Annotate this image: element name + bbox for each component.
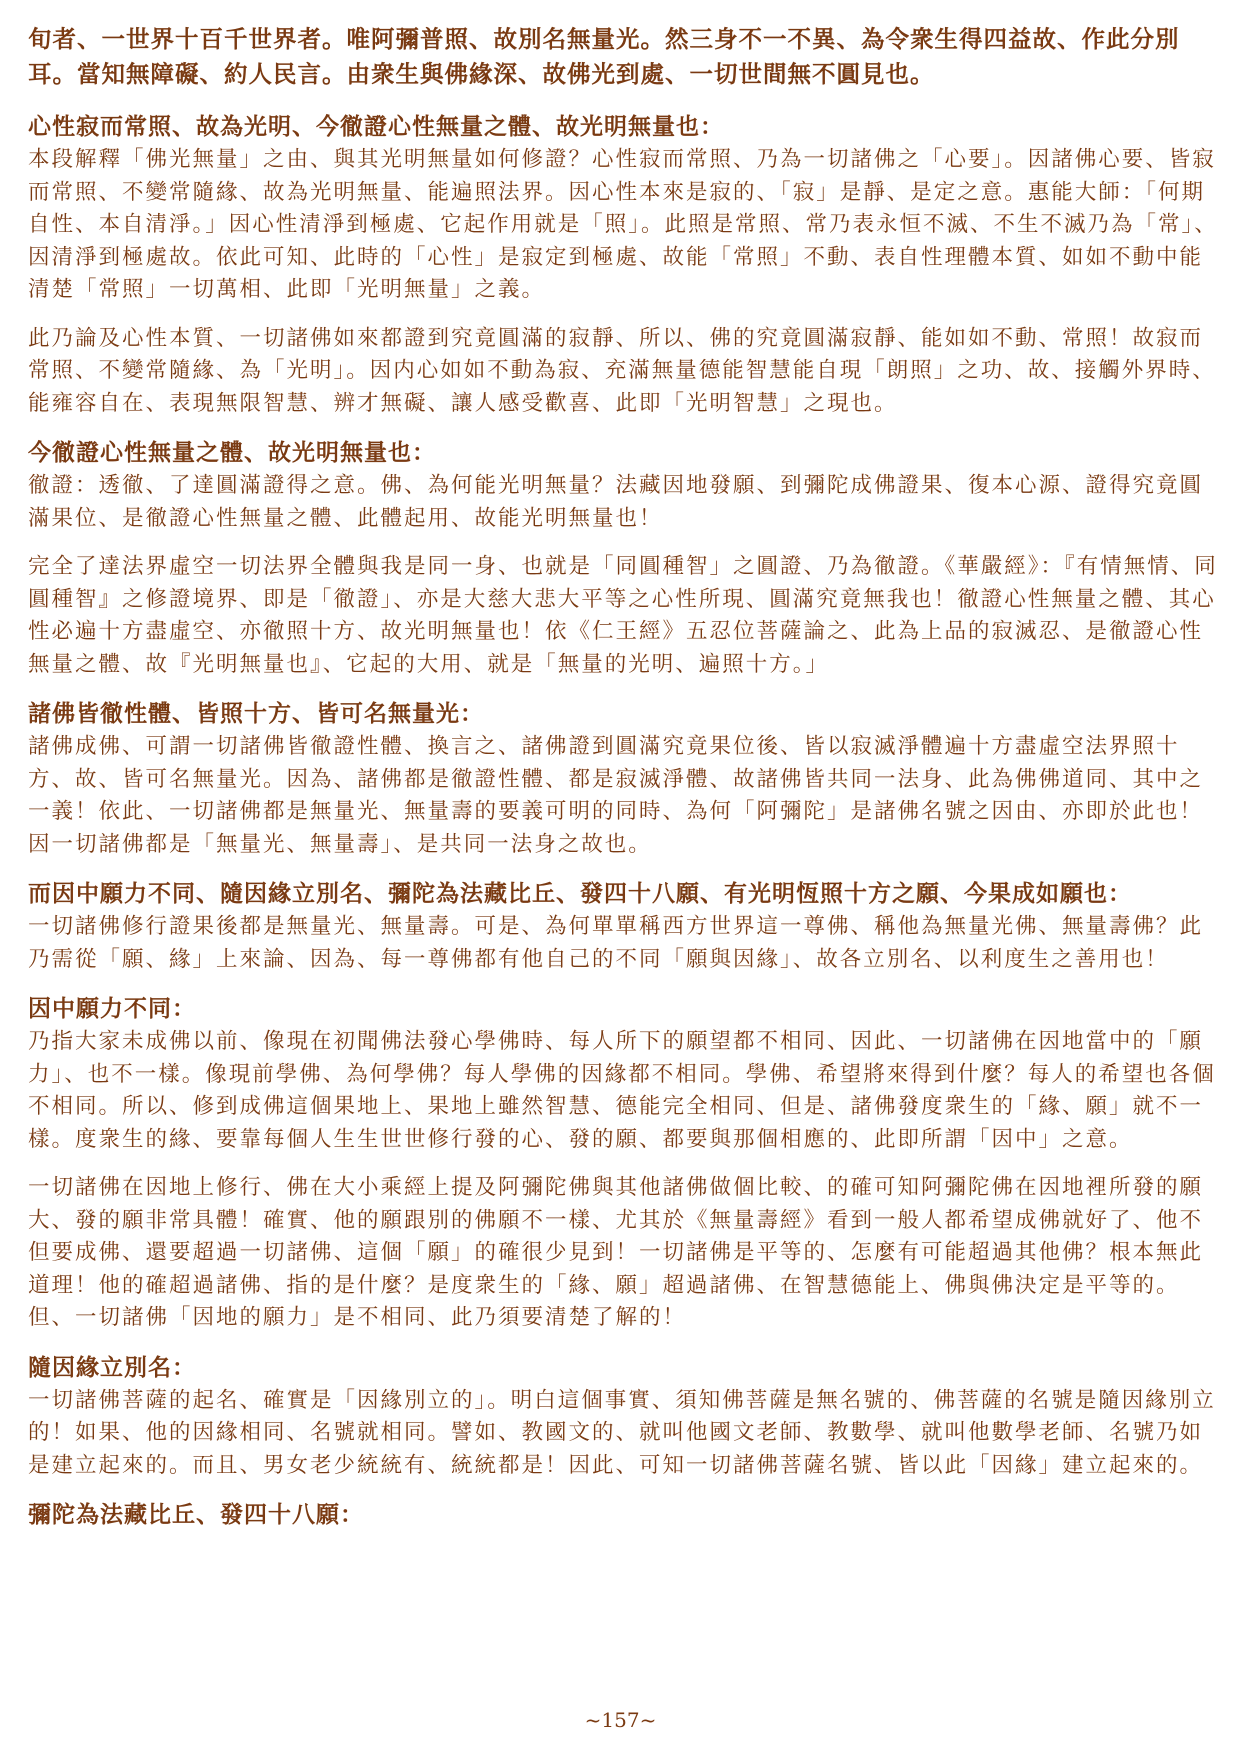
body-paragraph: 一切諸佛菩薩的起名、確實是「因緣別立的」。明白這個事實、須知佛菩薩是無名號的、佛菩薩的名號是隨因緣別立的！如果、他的因緣相同、名號就相同。譬如、教國文的、就叫他國文老師、教數學、就叫他數學老師、名號乃如是建立起來的。而且、男女老少統統有、統統都是！因此、可知一切諸佛菩薩名號、皆以此「因緣」建立起來的。 xyxy=(28,1387,1216,1478)
body-paragraph: 此乃論及心性本質、一切諸佛如來都證到究竟圓滿的寂靜、所以、佛的究竟圓滿寂靜、能如如不動、常照！故寂而常照、不變常隨緣、為「光明」。因内心如如不動為寂、充滿無量德能智慧能自現「朗照」之功、故、接觸外界時、能雍容自在、表現無限智慧、辨才無礙、讓人感受歡喜、此即「光明智慧」之現也。 xyxy=(28,325,1216,416)
section-heading: 今徹證心性無量之體、故光明無量也： xyxy=(28,439,436,466)
section-4 xyxy=(28,877,1220,976)
body-paragraph: 諸佛成佛、可謂一切諸佛皆徹證性體、換言之、諸佛證到圓滿究竟果位後、皆以寂滅淨體遍十方盡虛空法界照十方、故、皆可名無量光。因為、諸佛都是徹證性體、都是寂滅淨體、故諸佛皆共同一法身、此為佛佛道同、其中之一義！依此、一切諸佛都是無量光、無量壽的要義可明的同時、為何「阿彌陀」是諸佛名號之因由、亦即於此也！因一切諸佛都是「無量光、無量壽」、是共同一法身之故也。 xyxy=(28,734,1204,857)
section-1 xyxy=(28,110,1220,420)
body-paragraph: 一切諸佛修行證果後都是無量光、無量壽。可是、為何單單稱西方世界這一尊佛、稱他為無量光佛、無量壽佛？此乃需從「願、緣」上來論、因為、每一尊佛都有他自己的不同「願與因緣」、故各立別名、以利度生之善用也！ xyxy=(28,914,1204,972)
section-heading: 彌陀為法藏比丘、發四十八願： xyxy=(28,1501,364,1528)
section-6 xyxy=(28,1351,1220,1483)
body-paragraph: 一切諸佛在因地上修行、佛在大小乘經上提及阿彌陀佛與其他諸佛做個比較、的確可知阿彌陀佛在因地裡所發的願大、發的願非常具體！確實、他的願跟別的佛願不一樣、尤其於《無量壽經》看到一般人都希望成佛就好了、他不但要成佛、還要超過一切諸佛、這個「願」的確很少見到！一切諸佛是平等的、怎麼有可能超過其他佛？根本無此道理！他的確超過諸佛、指的是什麼？是度衆生的「緣、願」超過諸佛、在智慧德能上、佛與佛決定是平等的。但、一切諸佛「因地的願力」是不相同、此乃須要清楚了解的！ xyxy=(28,1175,1204,1330)
page-number: ~157~ xyxy=(584,1708,657,1732)
section-heading: 而因中願力不同、隨因緣立別名、彌陀為法藏比丘、發四十八願、有光明恆照十方之願、今果成如願也： xyxy=(28,880,1132,907)
section-7 xyxy=(28,1498,1220,1532)
section-2 xyxy=(28,436,1220,681)
section-heading: 隨因緣立別名： xyxy=(28,1353,196,1381)
body-paragraph: 乃指大家未成佛以前、像現在初聞佛法發心學佛時、每人所下的願望都不相同、因此、一切諸佛在因地當中的「願力」、也不一樣。像現前學佛、為何學佛？每人學佛的因緣都不相同。學佛、希望將來得到什麼？每人的希望也各個不相同。所以、修到成佛這個果地上、果地上雖然智慧、德能完全相同、但是、諸佛發度衆生的「緣、願」就不一樣。度衆生的緣、要靠每個人生生世世修行發的心、發的願、都要與那個相應的、此即所謂「因中」之意。 xyxy=(28,1029,1216,1152)
section-heading: 因中願力不同： xyxy=(28,995,196,1022)
lead-paragraph: 旬者、一世界十百千世界者。唯阿彌普照、故別名無量光。然三身不一不異、為令衆生得四益故、作此分別耳。當知無障礙、約人民言。由衆生與佛緣深、故佛光到處、一切世間無不圓見也。 xyxy=(28,25,1180,88)
body-paragraph: 完全了達法界虛空一切法界全體與我是同一身、也就是「同圓種智」之圓證、乃為徹證。《華嚴經》：『有情無情、同圓種智』之修證境界、即是「徹證」、亦是大慈大悲大平等之心性所現、圓滿究竟無我也！徹證心性無量之體、其心性必遍十方盡虛空、亦徹照十方、故光明無量也！依《仁王經》五忍位菩薩論之、此為上品的寂滅忍、是徹證心性無量之體、故『光明無量也』、它起的大用、就是「無量的光明、遍照十方。」 xyxy=(28,554,1218,677)
section-5 xyxy=(28,992,1220,1335)
document-page xyxy=(28,22,1220,1534)
body-paragraph: 徹證：透徹、了達圓滿證得之意。佛、為何能光明無量？法藏因地發願、到彌陀成佛證果、復本心源、證得究竟圓滿果位、是徹證心性無量之體、此體起用、故能光明無量也！ xyxy=(28,473,1204,531)
section-3 xyxy=(28,697,1220,861)
section-heading: 心性寂而常照、故為光明、今徹證心性無量之體、故光明無量也： xyxy=(28,113,724,140)
body-paragraph: 本段解釋「佛光無量」之由、與其光明無量如何修證？心性寂而常照、乃為一切諸佛之「心要」。因諸佛心要、皆寂而常照、不變常隨緣、故為光明無量、能遍照法界。因心性本來是寂的、「寂」是靜、是定之意。惠能大師：「何期自性、本自清淨。」因心性清淨到極處、它起作用就是「照」。此照是常照、常乃表永恒不滅、不生不滅乃為「常」、因清淨到極處故。依此可知、此時的「心性」是寂定到極處、故能「常照」不動、表自性理體本質、如如不動中能清楚「常照」一切萬相、此即「光明無量」之義。 xyxy=(28,147,1218,302)
section-heading: 諸佛皆徹性體、皆照十方、皆可名無量光： xyxy=(28,700,484,727)
